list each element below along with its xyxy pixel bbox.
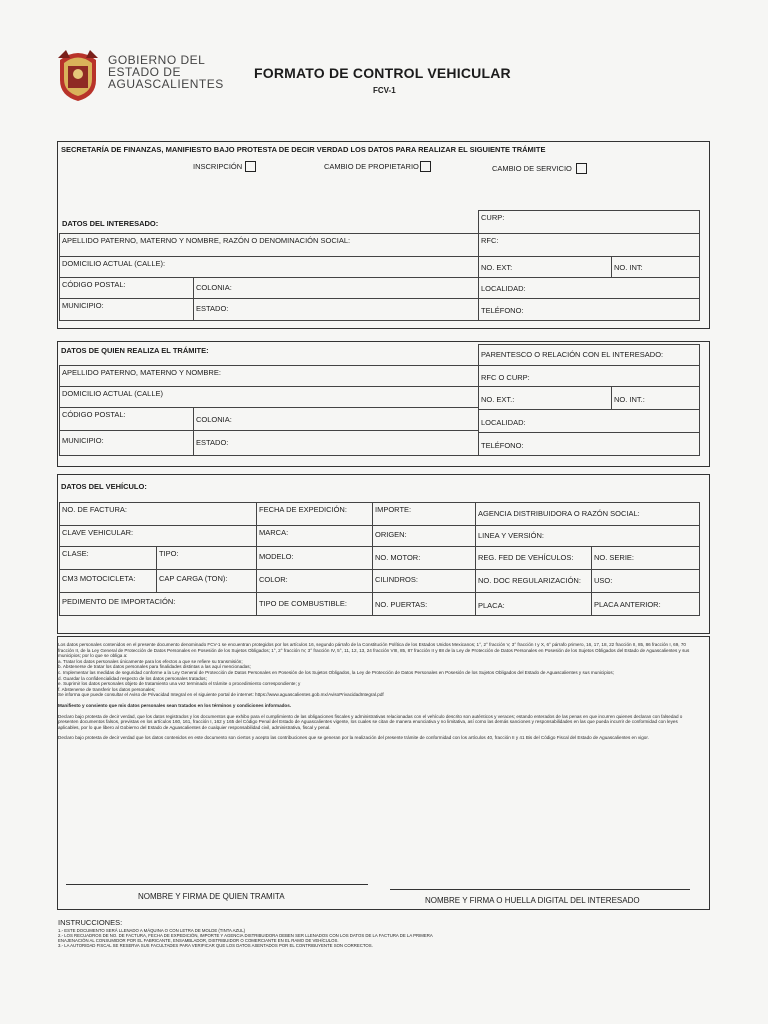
reg-fed-field[interactable] xyxy=(475,546,592,570)
modelo-field[interactable] xyxy=(256,546,373,570)
modelo-label: MODELO: xyxy=(259,552,294,561)
signature-line-tramita xyxy=(66,884,368,885)
tr-localidad-field[interactable] xyxy=(478,409,700,433)
instrucciones-list xyxy=(58,928,698,948)
domicilio-field[interactable] xyxy=(59,256,479,278)
serie-label: NO. SERIE: xyxy=(594,553,635,562)
vehiculo-heading: DATOS DEL VEHÍCULO: xyxy=(61,482,147,491)
factura-field[interactable] xyxy=(59,502,257,526)
tramitante-heading: DATOS DE QUIEN REALIZA EL TRÁMITE: xyxy=(61,346,209,355)
tr-telefono-label: TELÉFONO: xyxy=(481,441,524,450)
combustible-field[interactable] xyxy=(256,592,373,616)
nombre-field[interactable] xyxy=(59,233,479,257)
carga-label: CAP CARGA (TON): xyxy=(159,574,228,583)
pedimento-field[interactable] xyxy=(59,592,257,616)
rfc-label: RFC: xyxy=(481,236,499,245)
legal-item-d: d. Guardar la confidencialidad respecto de los datos personales tratados; xyxy=(58,675,207,681)
reg-fed-label: REG. FED DE VEHÍCULOS: xyxy=(478,553,574,562)
clase-label: CLASE: xyxy=(62,549,89,558)
cilindros-label: CILINDROS: xyxy=(375,575,418,584)
tr-cp-label: CÓDIGO POSTAL: xyxy=(62,410,126,419)
gov-line-1: GOBIERNO DEL xyxy=(108,53,206,67)
cambio-servicio-checkbox[interactable] xyxy=(576,163,587,174)
fecha-expedicion-field[interactable] xyxy=(256,502,373,526)
doc-reg-label: NO. DOC REGULARIZACIÓN: xyxy=(478,576,581,585)
motor-label: NO. MOTOR: xyxy=(375,553,421,562)
tr-no-ext-label: NO. EXT.: xyxy=(481,395,515,404)
importe-label: IMPORTE: xyxy=(375,505,412,514)
consent-statement: Manifiesto y consiento que mis datos personales sean tratados en los términos y condiciones informados. xyxy=(58,702,292,708)
linea-field[interactable] xyxy=(475,525,700,547)
tramitante-heading-row xyxy=(59,344,479,366)
fecha-expedicion-label: FECHA DE EXPEDICIÓN: xyxy=(259,505,347,514)
gov-line-2: ESTADO DE xyxy=(108,65,181,79)
tr-nombre-field[interactable] xyxy=(59,365,479,387)
importe-field[interactable] xyxy=(372,502,476,526)
agencia-field[interactable] xyxy=(475,502,700,526)
tr-municipio-field[interactable] xyxy=(59,430,194,456)
serie-field[interactable] xyxy=(591,546,700,570)
tr-localidad-label: LOCALIDAD: xyxy=(481,418,526,427)
cambio-servicio-label: CAMBIO DE SERVICIO xyxy=(492,164,572,173)
tr-no-ext-field[interactable] xyxy=(478,386,612,410)
uso-field[interactable] xyxy=(591,569,700,593)
puertas-label: NO. PUERTAS: xyxy=(375,600,428,609)
gov-line-3: AGUASCALIENTES xyxy=(108,77,224,91)
form-title: FORMATO DE CONTROL VEHICULAR xyxy=(254,65,511,81)
legal-item-e: e. Suprimir los datos personales objeto de tratamiento una vez terminado el trámite o procedimiento correspondiente; y xyxy=(58,681,301,687)
interesado-heading: DATOS DEL INTERESADO: xyxy=(62,219,159,228)
telefono-label: TELÉFONO: xyxy=(481,306,524,315)
clave-field[interactable] xyxy=(59,525,257,547)
tipo-field[interactable] xyxy=(156,546,257,570)
legal-item-b: b. Abstenerse de tratar los datos personales para finalidades distintas a las aquí mencionadas; xyxy=(58,664,251,670)
telefono-field[interactable] xyxy=(478,298,700,321)
cambio-propietario-checkbox[interactable] xyxy=(420,161,431,172)
doc-reg-field[interactable] xyxy=(475,569,592,593)
legal-text xyxy=(58,642,700,741)
origen-field[interactable] xyxy=(372,525,476,547)
state-seal-icon xyxy=(56,46,100,102)
instruccion-2-cont: ENAJENACIÓN AL CONSUMIDOR POR EL FABRICANTE, ENSAMBLADOR, DISTRIBUIDOR O COMERCIANTE EN EL RAMO DE VEHÍCULOS. xyxy=(58,938,339,943)
tr-colonia-label: COLONIA: xyxy=(196,415,232,424)
government-name xyxy=(108,54,224,90)
parentesco-label: PARENTESCO O RELACIÓN CON EL INTERESADO: xyxy=(481,350,664,359)
instruccion-1: 1.- ESTE DOCUMENTO SERÁ LLENADO A MÁQUINA O CON LETRA DE MOLDE (TINTA AZUL) xyxy=(58,928,246,933)
parentesco-field[interactable] xyxy=(478,344,700,366)
clase-field[interactable] xyxy=(59,546,157,570)
nombre-label: APELLIDO PATERNO, MATERNO Y NOMBRE, RAZÓN O DENOMINACIÓN SOCIAL: xyxy=(62,236,351,245)
tr-nombre-label: APELLIDO PATERNO, MATERNO Y NOMBRE: xyxy=(62,368,221,377)
tr-no-int-label: NO. INT.: xyxy=(614,395,645,404)
cp-label: CÓDIGO POSTAL: xyxy=(62,280,126,289)
uso-label: USO: xyxy=(594,576,613,585)
instrucciones-heading: INSTRUCCIONES: xyxy=(58,918,123,927)
cm3-field[interactable] xyxy=(59,569,157,593)
curp-label: CURP: xyxy=(481,213,505,222)
cm3-label: CM3 MOTOCICLETA: xyxy=(62,574,136,583)
localidad-label: LOCALIDAD: xyxy=(481,284,526,293)
legal-item-f: f. Abstenerse de transferir los datos personales; xyxy=(58,686,156,692)
rfc-field[interactable] xyxy=(478,233,700,257)
legal-item-c: c. Implementar las medidas de seguridad conforme a la Ley General de Protección de Datos Personales en Posesión de los Sujetos Obligados, la Ley de Protección de Datos Personales en Posesión de los Sujetos Obligados del Estado de Aguascalientes y sus municipios; xyxy=(58,669,614,675)
pedimento-label: PEDIMENTO DE IMPORTACIÓN: xyxy=(62,597,176,606)
localidad-field[interactable] xyxy=(478,277,700,299)
origen-label: ORIGEN: xyxy=(375,530,407,539)
tr-domicilio-label: DOMICILIO ACTUAL (CALLE) xyxy=(62,389,163,398)
tr-rfc-label: RFC O CURP: xyxy=(481,373,530,382)
tr-no-int-field[interactable] xyxy=(611,386,700,410)
cilindros-field[interactable] xyxy=(372,569,476,593)
inscripcion-label: INSCRIPCIÓN xyxy=(193,162,243,171)
municipio-field[interactable] xyxy=(59,298,194,321)
colonia-field[interactable] xyxy=(193,277,479,299)
tipo-label: TIPO: xyxy=(159,549,179,558)
tr-estado-label: ESTADO: xyxy=(196,438,229,447)
marca-label: MARCA: xyxy=(259,528,289,537)
colonia-label: COLONIA: xyxy=(196,283,232,292)
combustible-label: TIPO DE COMBUSTIBLE: xyxy=(259,599,347,608)
tramite-heading: SECRETARÍA DE FINANZAS, MANIFIESTO BAJO PROTESTA DE DECIR VERDAD LOS DATOS PARA REALIZAR EL SIGUIENTE TRÁMITE xyxy=(61,145,546,154)
linea-label: LINEA Y VERSIÓN: xyxy=(478,531,545,540)
cp-field[interactable] xyxy=(59,277,194,299)
motor-field[interactable] xyxy=(372,546,476,570)
tax-declaration-paragraph: Declaro bajo protesta de decir verdad que los datos contenidos en este documento son ciertos y acepto las contribuciones que se generan por la realización del presente trámite de conformidad con los artículos 40, fracción II y 41 Bis del Código Fiscal del Estado de Aguascalientes en vigor. xyxy=(58,735,649,741)
instruccion-3: 3.- LA AUTORIDAD FISCAL SE RESERVA SUS FACULTADES PARA VERIFICAR QUE LOS DATOS ASENTADOS POR EL CONTRIBUYENTE SON CORRECTOS. xyxy=(58,943,373,948)
marca-field[interactable] xyxy=(256,525,373,547)
color-field[interactable] xyxy=(256,569,373,593)
legal-paragraph-1: Los datos personales contenidos en el presente documento denominado FCV-1 se encuentran protegidos por los artículos 16, segundo párrafo de la Constitución Política de los Estados Unidos Mexicanos; 1°, 2° fracción V, 3° fracción I y X, 6° párrafo primero, 16, 17, 18, 22 fracción II, 85, 86 fracción I, 69, 70 fracción II, de la Ley General de Protección de Datos Personales en Posesión de los Sujetos Obligados; 1°, 2° fracción IV, 3° fracción IV, 5°, 11, 12, 13, 24 fracción VIII, 85, 87 fracción II y 88 de la Ley de Protección de Datos Personales en Posesión de los Sujetos Obligados del Estado de Aguascalientes y sus municipios; por lo que se obliga a: xyxy=(58,642,690,659)
inscripcion-checkbox[interactable] xyxy=(245,161,256,172)
clave-label: CLAVE VEHICULAR: xyxy=(62,528,134,537)
tr-telefono-field[interactable] xyxy=(478,432,700,456)
tr-rfc-field[interactable] xyxy=(478,365,700,387)
no-int-field[interactable] xyxy=(611,256,700,278)
carga-field[interactable] xyxy=(156,569,257,593)
tr-municipio-label: MUNICIPIO: xyxy=(62,436,104,445)
signature-tramita-label: NOMBRE Y FIRMA DE QUIEN TRAMITA xyxy=(138,892,285,901)
form-code: FCV-1 xyxy=(373,86,396,95)
estado-label: ESTADO: xyxy=(196,304,229,313)
curp-field[interactable] xyxy=(478,210,700,234)
no-int-label: NO. INT: xyxy=(614,263,643,272)
signature-line-interesado xyxy=(390,889,690,890)
placa-field[interactable] xyxy=(475,592,592,616)
instruccion-2: 2.- LOS RECUADROS DE NO. DE FACTURA, FECHA DE EXPEDICIÓN, IMPORTE Y AGENCIA DISTRIBUIDORA DEBEN SER LLENADOS CON LOS DATOS DE LA FACTURA DE LA PRIMERA xyxy=(58,933,433,938)
placa-anterior-field[interactable] xyxy=(591,592,700,616)
tr-estado-field[interactable] xyxy=(193,430,479,456)
signature-interesado-label: NOMBRE Y FIRMA O HUELLA DIGITAL DEL INTERESADO xyxy=(425,896,640,905)
tr-colonia-field[interactable] xyxy=(193,407,479,431)
legal-item-a: a. Tratar los datos personales únicamente para los efectos a que se refiere su transmisión; xyxy=(58,658,243,664)
agencia-label: AGENCIA DISTRIBUIDORA O RAZÓN SOCIAL: xyxy=(478,509,640,518)
color-label: COLOR: xyxy=(259,575,288,584)
factura-label: NO. DE FACTURA: xyxy=(62,505,128,514)
domicilio-label: DOMICILIO ACTUAL (CALLE): xyxy=(62,259,166,268)
cambio-propietario-label: CAMBIO DE PROPIETARIO xyxy=(324,162,419,171)
no-ext-field[interactable] xyxy=(478,256,612,278)
placa-label: PLACA: xyxy=(478,601,505,610)
placa-anterior-label: PLACA ANTERIOR: xyxy=(594,600,661,609)
no-ext-label: NO. EXT: xyxy=(481,263,513,272)
estado-field[interactable] xyxy=(193,298,479,321)
tr-domicilio-field[interactable] xyxy=(59,386,479,408)
tr-cp-field[interactable] xyxy=(59,407,194,431)
municipio-label: MUNICIPIO: xyxy=(62,301,104,310)
puertas-field[interactable] xyxy=(372,592,476,616)
privacy-notice: Se informa que puede consultar el Aviso de Privacidad Integral en el siguiente portal de internet: https://www.aguascalientes.gob.mx/AvisoPrivacidadIntegral.pdf xyxy=(58,692,384,698)
declaration-paragraph: Declaro bajo protesta de decir verdad, que los datos registrados y los documentos que exhibo para el cumplimiento de las obligaciones fiscales y administrativas relacionadas con el vehículo descrito son auténticos y veraces; estando enterados de las penas en que incurren quienes declaran con falsedad o presenten documentos falsos, previstas en los artículos 160, 161, fracción I, 162 y 165 del Código Penal del Estado de Aguascalientes vigente, los cuales se citan de manera enunciativa y no limitativa, así como las demás sanciones y responsabilidades en las que pueda incurrir de conformidad con leyes aplicables, por lo que libero al Gobierno del Estado de Aguascalientes de cualquier responsabilidad civil, administrativa, fiscal y penal. xyxy=(58,713,683,730)
